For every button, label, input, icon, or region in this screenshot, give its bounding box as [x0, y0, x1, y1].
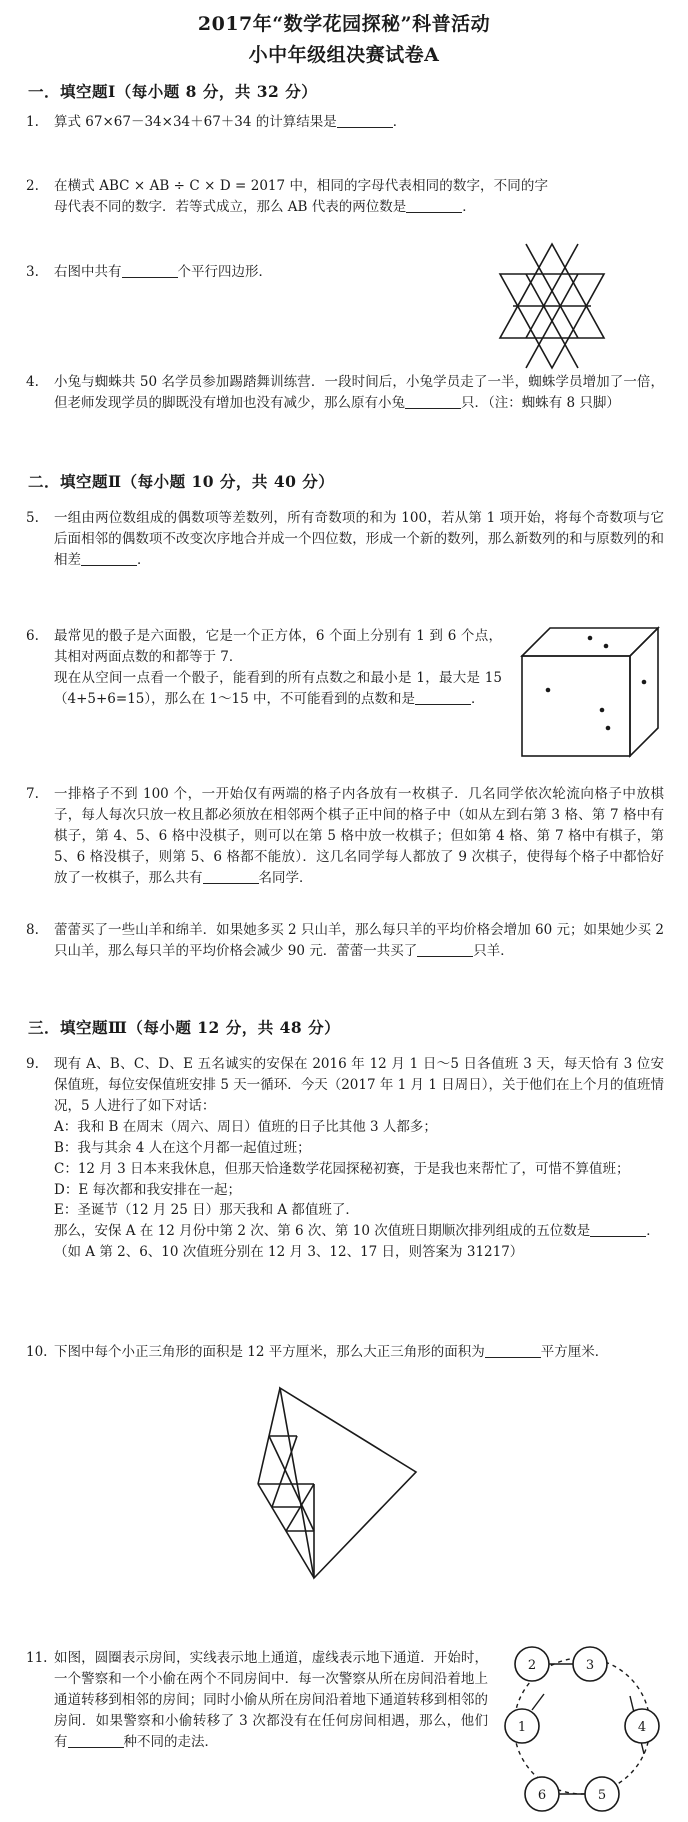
section-1-title: 一．填空题Ⅰ（每小题 8 分，共 32 分） — [28, 82, 318, 101]
triangle-figure — [250, 1382, 430, 1582]
question-text: 现在从空间一点看一个骰子，能看到的所有点数之和最小是 1，最大是 15（4+5+6=15），那么在 1～15 中，不可能看到的点数和是 — [54, 669, 502, 707]
question-number: 8. — [26, 922, 39, 938]
die-figure — [518, 622, 662, 760]
answer-blank[interactable] — [68, 1733, 124, 1748]
die-pip — [642, 680, 647, 685]
answer-blank[interactable] — [203, 869, 259, 884]
question-number: 3. — [26, 264, 39, 280]
question-number: 9. — [26, 1056, 39, 1072]
ground-passage — [532, 1694, 544, 1710]
question-number: 1. — [26, 114, 39, 130]
die-pip — [588, 636, 593, 641]
answer-blank[interactable] — [590, 1223, 646, 1238]
die-top-face — [522, 628, 658, 656]
question-10: 10. 下图中每个小正三角形的面积是 12 平方厘米，那么大正三角形的面积为 平方厘米． — [26, 1342, 664, 1363]
page-title: 2017年“数学花园探秘”科普活动 — [197, 13, 491, 35]
question-number: 7. — [26, 786, 39, 802]
question-3: 3. 右图中共有 个平行四边形． — [26, 262, 388, 283]
question-number: 6. — [26, 628, 39, 644]
question-2: 2. 在横式 ABC × AB ÷ C × D = 2017 中，相同的字母代表相同的数字，不同的字母代表不同的数字．若等式成立，那么 AB 代表的两位数是 ． — [26, 178, 548, 215]
question-text: 那么，安保 A 在 12 月份中第 2 次、第 6 次、第 10 次值班日期顺次排列组成的五位数是 — [54, 1223, 591, 1240]
question-text: 蕾蕾买了一些山羊和绵羊．如果她多买 2 只山羊，那么每只羊的平均价格会增加 60 元；如果她少买 2 只山羊，那么每只羊的平均价格会减少 90 元．蕾蕾一共买了 — [54, 922, 664, 959]
question-7: 7. 一排格子不到 100 个，一开始仅有两端的格子内各放有一枚棋子．几名同学依次轮流向格子中放棋子，每人每次只放一枚且都必须放在相邻两个棋子正中间的格子中（如从左到右第 3 格、第 7 格中有棋子，第 4、5、6 格中没棋子，则可以在第 5 格中放一枚棋子；但如第 4 格、第 7 格中有棋子，第 5、6 格没棋子，则第 5、6 格都不能放）．这几名同学每人都放了 9 次棋子，使得每个格子中都恰好放了一枚棋子，那么共有 名同学． — [26, 786, 664, 886]
die-front-face — [522, 656, 630, 756]
question-number: 5. — [26, 510, 39, 526]
question-text: 右图中共有 — [54, 264, 122, 280]
room-label: 3 — [585, 1658, 595, 1673]
answer-blank[interactable] — [415, 690, 471, 705]
section-3-title: 三．填空题Ⅲ（每小题 12 分，共 48 分） — [28, 1018, 341, 1037]
question-4: 4. 小兔与蜘蛛共 50 名学员参加踢踏舞训练营．一段时间后，小兔学员走了一半，蜘蛛学员增加了一倍，但老师发现学员的脚既没有增加也没有减少，那么原有小兔 只．（注：蜘蛛有 8 只脚） — [26, 374, 664, 411]
question-number: 11. — [26, 1650, 48, 1666]
answer-blank[interactable] — [122, 264, 178, 279]
question-text: 如图，圆圈表示房间，实线表示地上通道，虚线表示地下通道．开始时，一个警察和一个小偷在两个不同房间中．每一次警察从所在房间沿着地上通道转移到相邻的房间；同时小偷从所在房间沿着地下通道转移到相邻的房间．如果警察和小偷转移了 3 次都没有在任何房间相遇，那么，他们有 — [54, 1650, 488, 1750]
rooms-figure — [494, 1634, 670, 1816]
answer-blank[interactable] — [81, 551, 137, 566]
question-5: 5. 一组由两位数组成的偶数项等差数列，所有奇数项的和为 100，若从第 1 项开始，将每个奇数项与它后面相邻的偶数项不改变次序地合并成一个四位数，形成一个新的数列，那么新数列的和与原数列的和相差 ． — [26, 510, 664, 568]
dialogue-line: B：我与其余 4 人在这个月都一起值过班； — [54, 1139, 311, 1156]
question-text: 一组由两位数组成的偶数项等差数列，所有奇数项的和为 100，若从第 1 项开始，将每个奇数项与它后面相邻的偶数项不改变次序地合并成一个四位数，形成一个新的数列，那么新数列的和与原数列的和相差 — [54, 510, 664, 568]
question-number: 4. — [26, 374, 39, 390]
answer-blank[interactable] — [485, 1344, 541, 1359]
question-text: 在横式 ABC × AB ÷ C × D = 2017 中，相同的字母代表相同的数字，不同的字母代表不同的数字．若等式成立，那么 AB 代表的两位数是 — [54, 178, 548, 215]
question-text: 下图中每个小正三角形的面积是 12 平方厘米，那么大正三角形的面积为 — [54, 1344, 485, 1360]
die-pip — [604, 644, 609, 649]
question-9: 9. 现有 A、B、C、D、E 五名诚实的安保在 2016 年 12 月 1 日～5 日各值班 3 天，每天恰有 3 位安保值班，每位安保值班安排 5 天一循环．今天（2017 年 1 月 1 日周日），关于他们在上个月的值班情况，5 人进行了如下对话： A：我和 B 在周末（周六、周日）值班的日子比其他 3 人都多； B：我与其余 4 人在这个月都一起值过班； C：12 月 3 日本来我休息，但那天恰逢数学花园探秘初赛，于是我也来帮忙了，可惜不算值班； D：E 每次都和我安排在一起； E：圣诞节（12 月 25 日）那天我和 A 都值班了． 那么，安保 A 在 12 月份中第 2 次、第 6 次、第 10 次值班日期顺次排列组成的五位数是 ． （如 A 第 2、6、10 次值班分别在 12 月 3、12、17 日，则答案为 31217） — [26, 1054, 664, 1263]
dialogue-line: C：12 月 3 日本来我休息，但那天恰逢数学花园探秘初赛，于是我也来帮忙了，可惜不算值班； — [54, 1160, 630, 1177]
question-number: 10. — [26, 1344, 48, 1360]
answer-blank[interactable] — [405, 394, 461, 409]
page-subtitle: 小中年级组决赛试卷A — [248, 44, 440, 67]
die-side-face — [630, 628, 658, 756]
dialogue-line: A：我和 B 在周末（周六、周日）值班的日子比其他 3 人都多； — [54, 1118, 437, 1135]
question-8: 8. 蕾蕾买了一些山羊和绵羊．如果她多买 2 只山羊，那么每只羊的平均价格会增加 60 元；如果她少买 2 只山羊，那么每只羊的平均价格会减少 90 元．蕾蕾一共买了 只羊． — [26, 922, 664, 959]
big-triangle — [280, 1388, 416, 1578]
question-11: 11. 如图，圆圈表示房间，实线表示地上通道，虚线表示地下通道．开始时，一个警察和一个小偷在两个不同房间中．每一次警察从所在房间沿着地上通道转移到相邻的房间；同时小偷从所在房间沿着地下通道转移到相邻的房间．如果警察和小偷转移了 3 次都没有在任何房间相遇，那么，他们有 种不同的走法． — [26, 1650, 488, 1750]
section-2-title: 二．填空题Ⅱ（每小题 10 分，共 40 分） — [28, 472, 335, 491]
small-triangle-edge — [272, 1436, 297, 1507]
dialogue-line: D：E 每次都和我安排在一起； — [54, 1181, 241, 1198]
question-note: （如 A 第 2、6、10 次值班分别在 12 月 3、12、17 日，则答案为 31217） — [54, 1244, 524, 1261]
die-pip — [600, 708, 605, 713]
question-text: 一排格子不到 100 个，一开始仅有两端的格子内各放有一枚棋子．几名同学依次轮流向格子中放棋子，每人每次只放一枚且都必须放在相邻两个棋子正中间的格子中（如从左到右第 3 格、第 7 格中有棋子，第 4、5、6 格中没棋子，则可以在第 5 格中放一枚棋子；但如第 4 格、第 7 格中有棋子，第 5、6 格没棋子，则第 5、6 格都不能放）．这几名同学每人都放了 9 次棋子，使得每个格子中都恰好放了一枚棋子，那么共有 — [54, 786, 664, 886]
room-label: 5 — [597, 1788, 607, 1803]
answer-blank[interactable] — [406, 198, 462, 213]
question-text: 最常见的骰子是六面骰，它是一个正方体，6 个面上分别有 1 到 6 个点，其相对两面点数的和都等于 7． — [54, 628, 502, 665]
question-number: 2. — [26, 178, 39, 194]
answer-blank[interactable] — [337, 114, 393, 129]
question-text: 现有 A、B、C、D、E 五名诚实的安保在 2016 年 12 月 1 日～5 日各值班 3 天，每天恰有 3 位安保值班，每位安保值班安排 5 天一循环．今天（2017 年 1 月 1 日周日），关于他们在上个月的值班情况，5 人进行了如下对话： — [54, 1056, 664, 1114]
question-text: 小兔与蜘蛛共 50 名学员参加踢踏舞训练营．一段时间后，小兔学员走了一半，蜘蛛学员增加了一倍，但老师发现学员的脚既没有增加也没有减少，那么原有小兔 — [54, 374, 664, 411]
room-label: 1 — [517, 1720, 527, 1735]
room-label: 6 — [537, 1788, 547, 1803]
die-pip — [606, 726, 611, 731]
question-text: 算式 67×67－34×34＋67＋34 的计算结果是 — [54, 114, 337, 130]
room-label: 2 — [527, 1658, 537, 1673]
question-6: 6. 最常见的骰子是六面骰，它是一个正方体，6 个面上分别有 1 到 6 个点，其相对两面点数的和都等于 7． 现在从空间一点看一个骰子，能看到的所有点数之和最小是 1，最大是 15（4+5+6=15），那么在 1～15 中，不可能看到的点数和是 ． — [26, 628, 502, 707]
hexagram-figure — [492, 240, 612, 372]
room-label: 4 — [637, 1720, 647, 1735]
die-pip — [546, 688, 551, 693]
answer-blank[interactable] — [417, 942, 473, 957]
dialogue-line: E：圣诞节（12 月 25 日）那天我和 A 都值班了． — [54, 1202, 359, 1219]
question-1: 1. 算式 67×67－34×34＋67＋34 的计算结果是 ． — [26, 112, 664, 133]
